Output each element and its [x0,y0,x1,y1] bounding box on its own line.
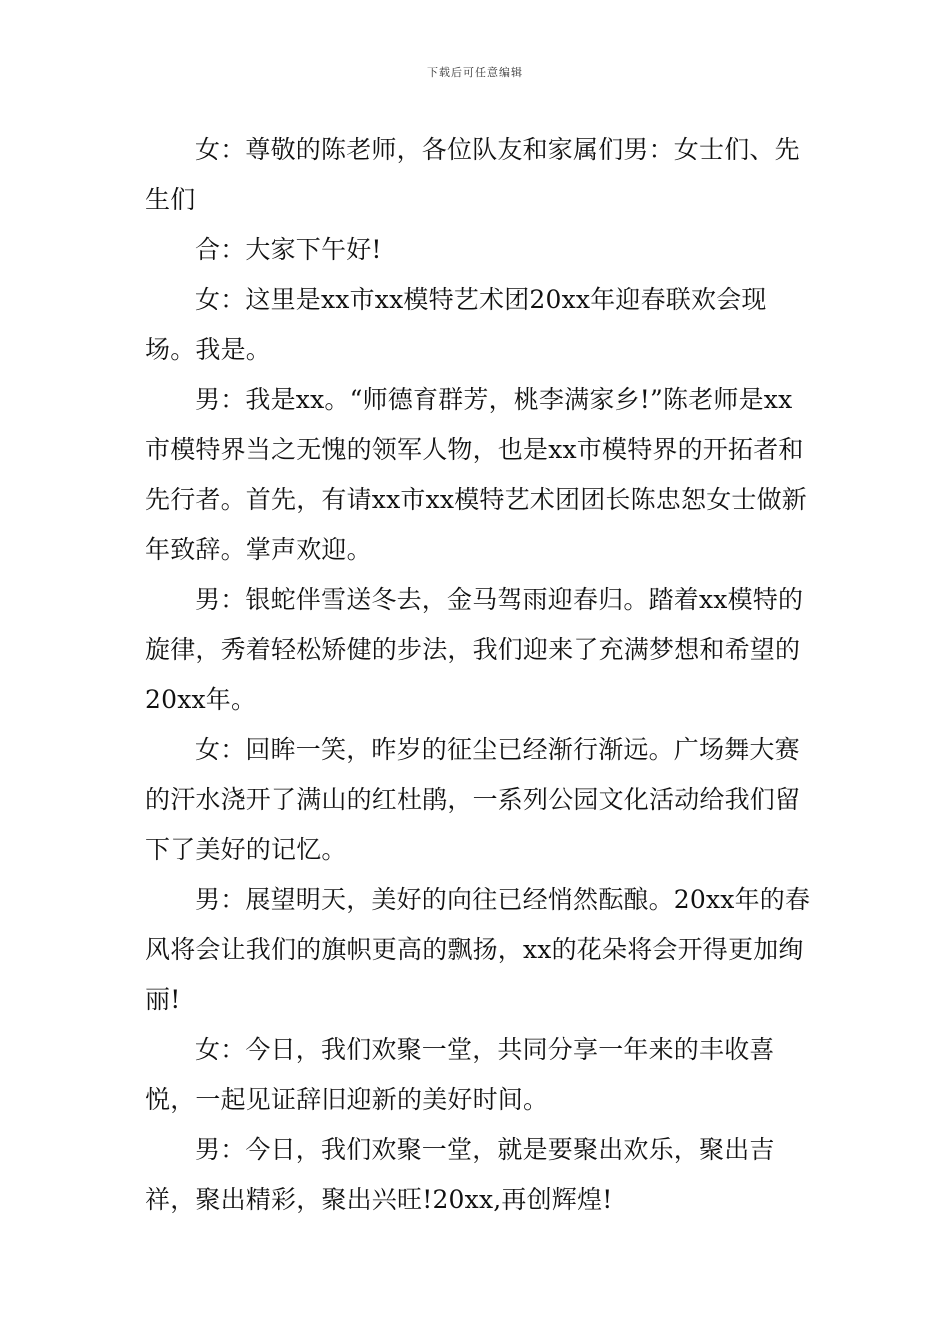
paragraph-1: 女：尊敬的陈老师，各位队友和家属们男：女士们、先生们 [145,135,800,214]
paragraph-9: 男：今日，我们欢聚一堂，就是要聚出欢乐，聚出吉祥，聚出精彩，聚出兴旺!20xx,再创辉煌! [145,1135,775,1214]
paragraph-2: 合：大家下午好! [195,235,382,264]
paragraph-6: 女：回眸一笑，昨岁的征尘已经渐行渐远。广场舞大赛的汗水浇开了满山的红杜鹃，一系列公园文化活动给我们留下了美好的记忆。 [145,735,801,864]
paragraph-4: 男：我是xx。“师德育群芳，桃李满家乡!”陈老师是xx市模特界当之无愧的领军人物，也是xx市模特界的开拓者和先行者。首先，有请xx市xx模特艺术团团长陈忠恕女士做新年致辞。掌声欢迎。 [145,385,807,564]
header-note: 下载后可任意编辑 [427,66,523,79]
paragraph-7: 男：展望明天，美好的向往已经悄然酝酿。20xx年的春风将会让我们的旗帜更高的飘扬，xx的花朵将会开得更加绚丽! [145,885,811,1014]
paragraph-8: 女：今日，我们欢聚一堂，共同分享一年来的丰收喜悦，一起见证辞旧迎新的美好时间。 [145,1035,775,1114]
document-body [145,125,811,1225]
paragraph-5: 男：银蛇伴雪送冬去，金马驾雨迎春归。踏着xx模特的旋律，秀着轻松矫健的步法，我们迎来了充满梦想和希望的20xx年。 [145,585,804,714]
paragraph-3: 女：这里是xx市xx模特艺术团20xx年迎春联欢会现场。我是。 [145,285,767,364]
